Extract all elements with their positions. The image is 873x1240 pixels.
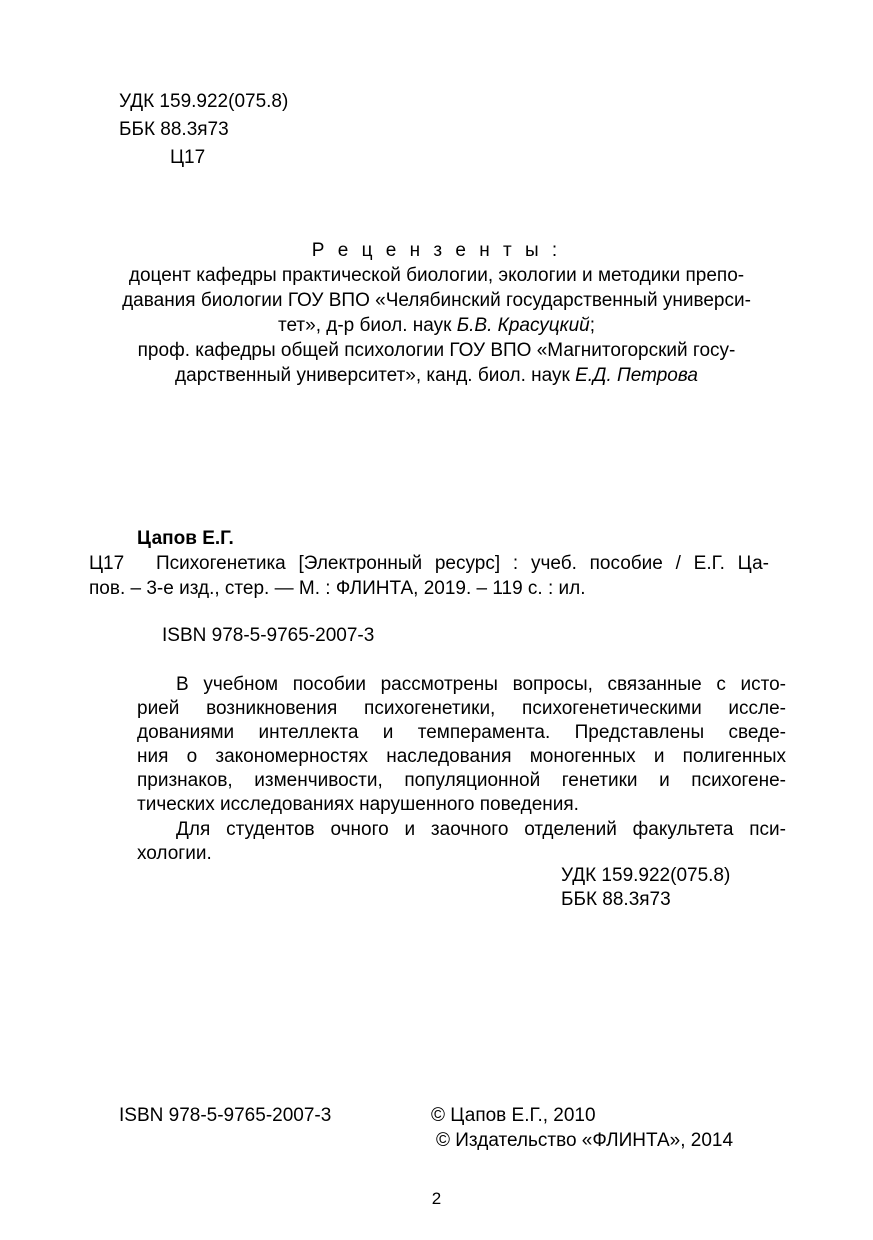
abstract-audience-line: Для студентов очного и заочного отделений факультета пси- [176,819,786,840]
catalog-author: Цапов Е.Г. [137,528,234,549]
abstract-line: дованиями интеллекта и темперамента. Представлены сведе- [137,722,786,743]
reviewer-2-line-1: проф. кафедры общей психологии ГОУ ВПО «Магнитогорский госу- [137,340,736,361]
catalog-mark: Ц17 [89,553,125,574]
catalog-isbn: ISBN 978-5-9765-2007-3 [162,625,375,646]
bbk-code-bottom: ББК 88.3я73 [561,889,671,910]
abstract-line: тических исследованиях нарушенного поведения. [137,794,579,815]
udk-code-bottom: УДК 159.922(075.8) [561,865,731,886]
copyright-author: © Цапов Е.Г., 2010 [431,1105,596,1126]
reviewer-2-name: Е.Д. Петрова [575,365,698,386]
reviewer-1-line-3 [0,314,873,338]
udk-code-top: УДК 159.922(075.8) [119,91,289,112]
copyright-publisher: © Издательство «ФЛИНТА», 2014 [436,1130,734,1151]
reviewer-1-separator: ; [589,315,595,336]
reviewer-1-line-1: доцент кафедры практической биологии, экологии и методики препо- [128,265,745,286]
page-number: 2 [431,1189,442,1208]
reviewer-1-affiliation-end: тет», д-р биол. наук [278,315,457,336]
reviewer-1-line-2: давания биологии ГОУ ВПО «Челябинский государственный универси- [122,290,751,311]
reviewers-title: Р е ц е н з е н т ы : [311,240,562,261]
bbk-code-top: ББК 88.3я73 [119,119,229,140]
abstract-audience-line: хологии. [137,843,212,864]
reviewer-2-affiliation-end: дарственный университет», канд. биол. наук [175,365,576,386]
author-mark-top: Ц17 [170,147,206,168]
abstract-line: ния о закономерностях наследования моногенных и полигенных [137,746,786,767]
catalog-description-line-2: пов. – 3-е изд., стер. — М. : ФЛИНТА, 2019. – 119 с. : ил. [89,578,586,599]
abstract-line: признаков, изменчивости, популяционной генетики и психогене- [137,770,786,791]
abstract-line: В учебном пособии рассмотрены вопросы, связанные с исто- [176,674,786,695]
reviewer-2-line-2 [0,364,873,388]
reviewer-1-name: Б.В. Красуцкий [456,315,590,336]
catalog-description-line-1: Психогенетика [Электронный ресурс] : учеб. пособие / Е.Г. Ца- [156,553,769,574]
footer-isbn: ISBN 978-5-9765-2007-3 [119,1105,332,1126]
abstract-line: рией возникновения психогенетики, психогенетическими иссле- [137,698,786,719]
